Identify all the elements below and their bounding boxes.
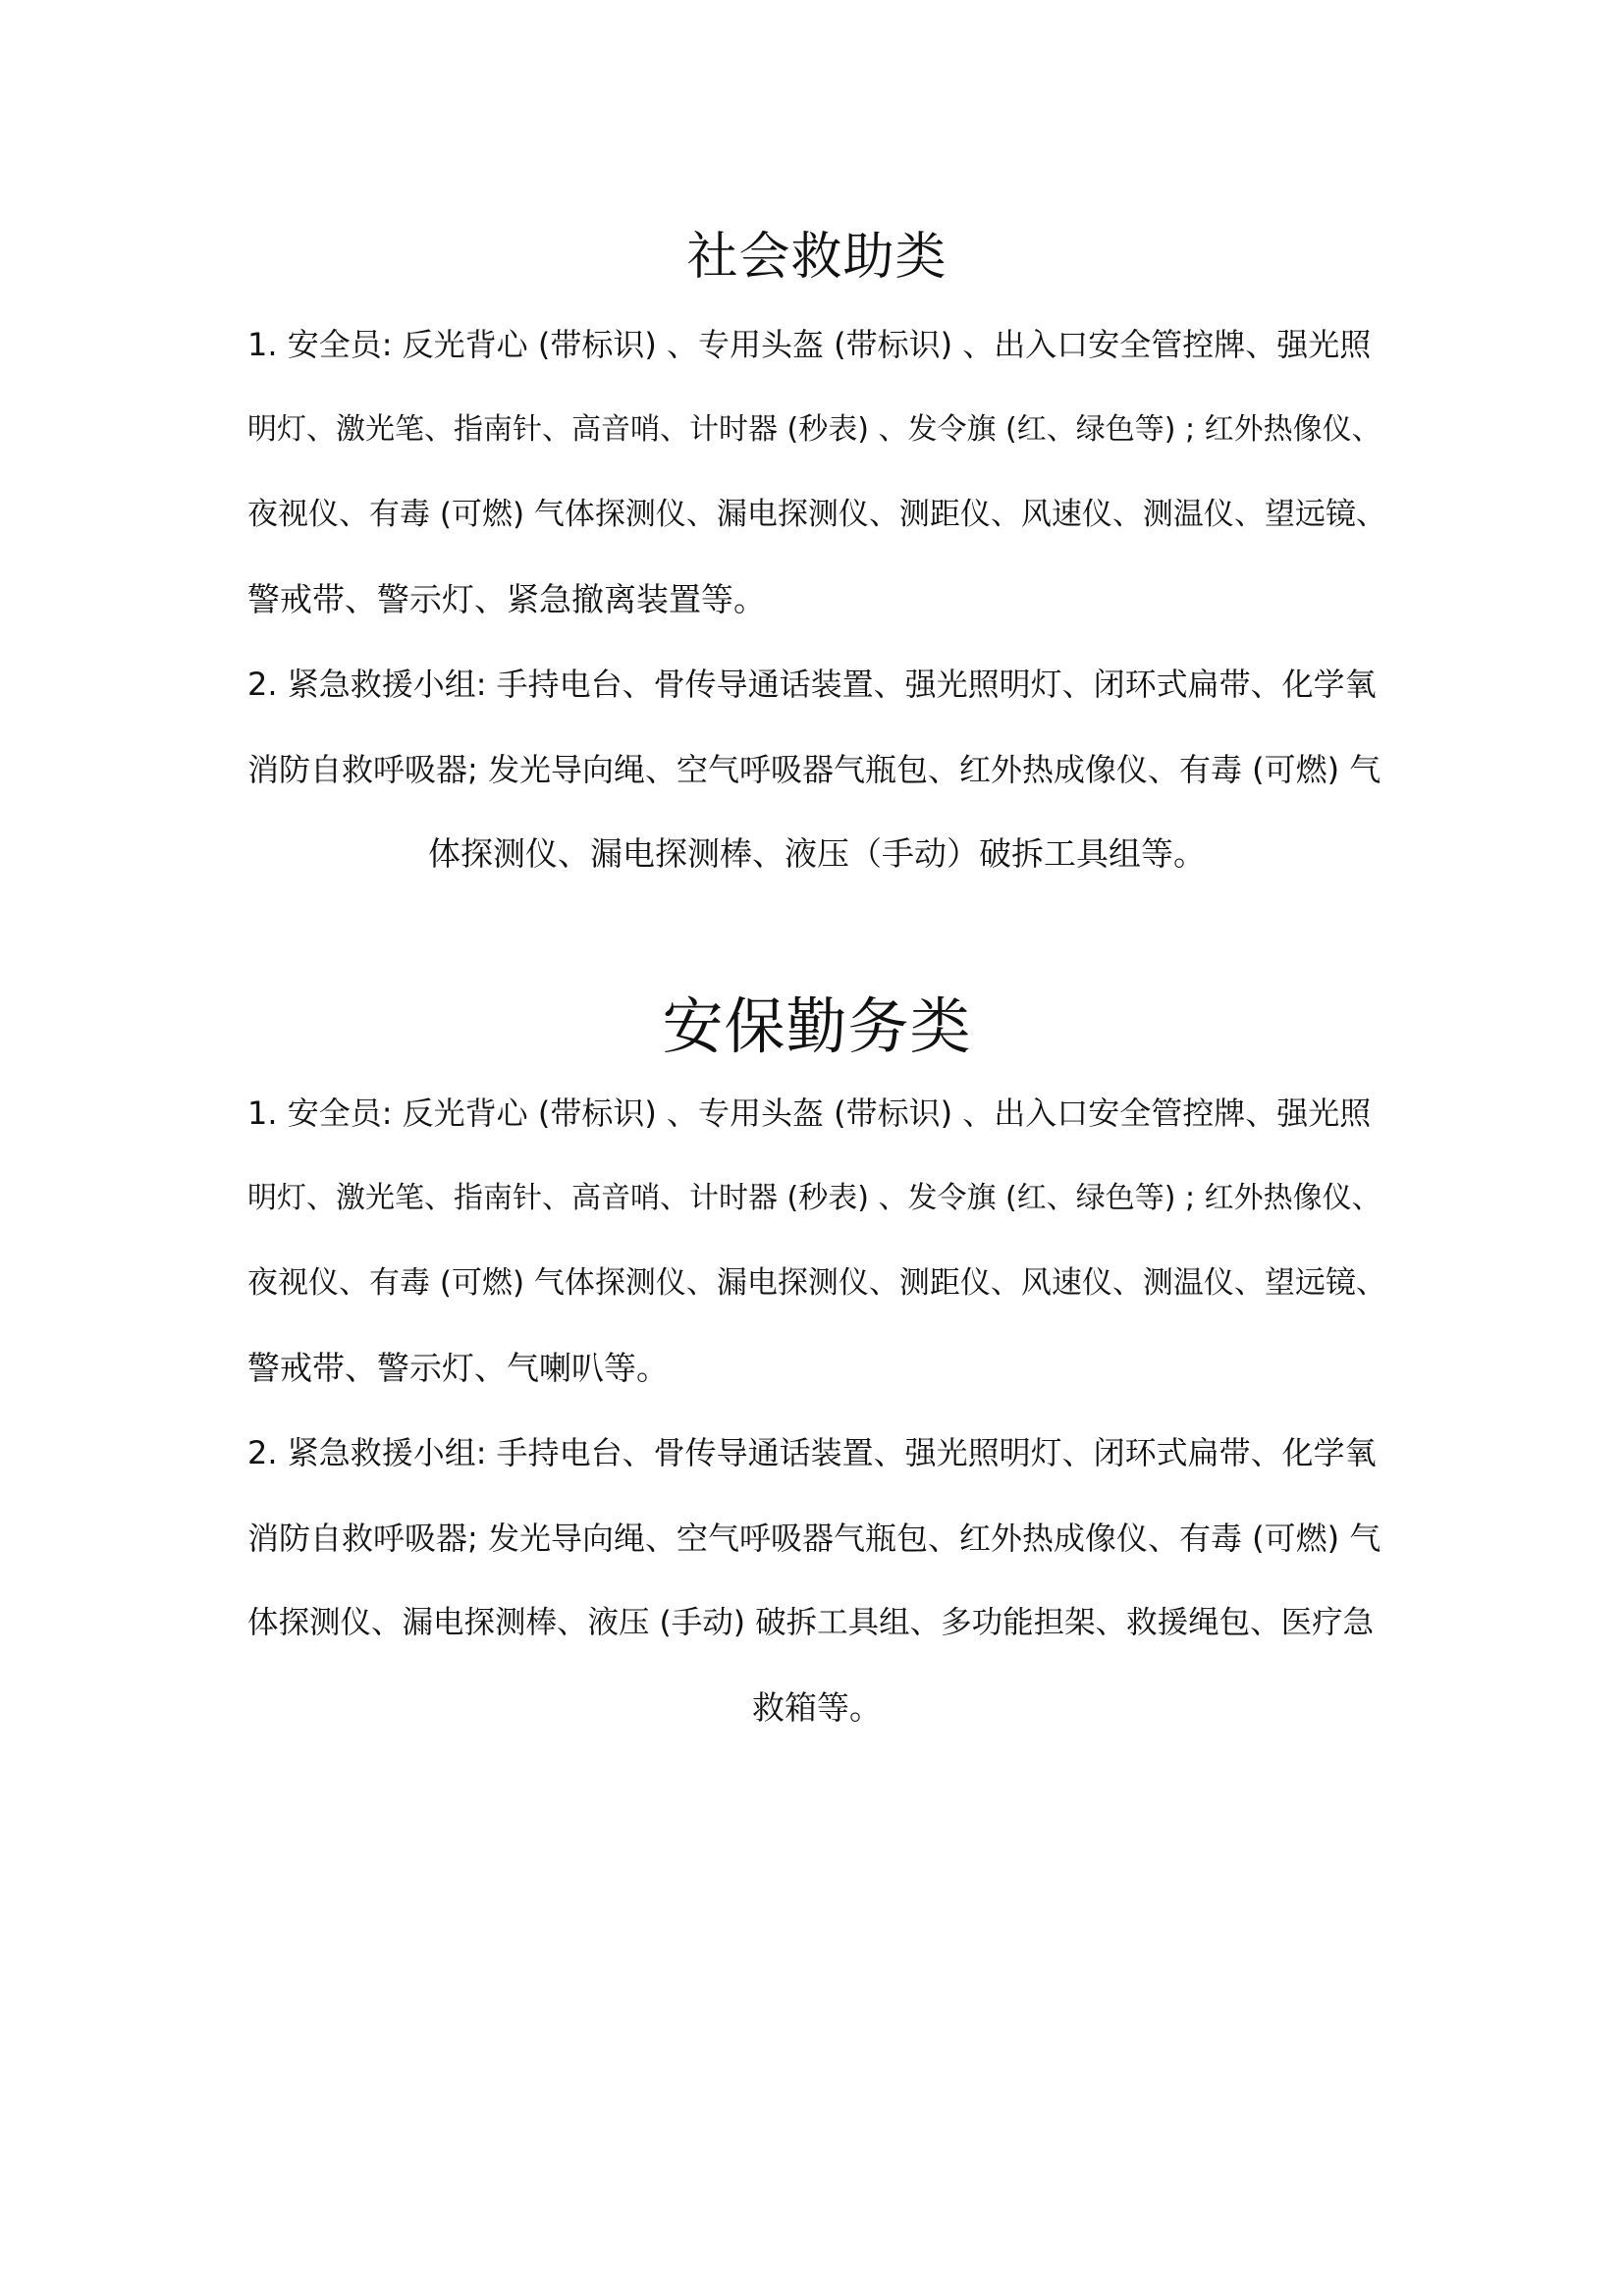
paragraph-line: 明灯、激光笔、指南针、高音哨、计时器 (秒表) 、发令旗 (红、绿色等) ; 红外热像仪、: [247, 411, 1381, 447]
paragraph-line: 救箱等。: [752, 1687, 882, 1727]
paragraph-line: 1. 安全员: 反光背心 (带标识) 、专用头盔 (带标识) 、出入口安全管控牌、强光照: [247, 1095, 1372, 1132]
paragraph-line: 体探测仪、漏电探测棒、液压 (手动) 破拆工具组、多功能担架、救援绳包、医疗急: [247, 1605, 1375, 1640]
section-social-rescue: [247, 218, 1386, 897]
paragraph-line: 警戒带、警示灯、气喇叭等。: [247, 1348, 669, 1387]
paragraph-line: 夜视仪、有毒 (可燃) 气体探测仪、漏电探测仪、测距仪、风速仪、测温仪、望远镜、: [247, 497, 1386, 532]
paragraph-line: 明灯、激光笔、指南针、高音哨、计时器 (秒表) 、发令旗 (红、绿色等) ; 红外热像仪、: [247, 1180, 1381, 1215]
paragraph-line: 消防自救呼吸器; 发光导向绳、空气呼吸器气瓶包、红外热成像仪、有毒 (可燃) 气: [247, 1519, 1381, 1557]
paragraph-line: 体探测仪、漏电探测棒、液压（手动）破拆工具组等。: [428, 834, 1206, 873]
section-security-duty: [247, 985, 1386, 1750]
paragraph-line: 2. 紧急救援小组: 手持电台、骨传导通话装置、强光照明灯、闭环式扁带、化学氧: [247, 1434, 1377, 1471]
paragraph-line: 1. 安全员: 反光背心 (带标识) 、专用头盔 (带标识) 、出入口安全管控牌、强光照: [247, 326, 1372, 363]
paragraph-line: 2. 紧急救援小组: 手持电台、骨传导通话装置、强光照明灯、闭环式扁带、化学氧: [247, 666, 1377, 703]
section-title: 社会救助类: [686, 228, 947, 287]
paragraph-line: 消防自救呼吸器; 发光导向绳、空气呼吸器气瓶包、红外热成像仪、有毒 (可燃) 气: [247, 750, 1381, 788]
paragraph-line: 夜视仪、有毒 (可燃) 气体探测仪、漏电探测仪、测距仪、风速仪、测温仪、望远镜、: [247, 1265, 1386, 1301]
section-title: 安保勤务类: [662, 990, 972, 1062]
paragraph-line: 警戒带、警示灯、紧急撤离装置等。: [247, 579, 766, 618]
